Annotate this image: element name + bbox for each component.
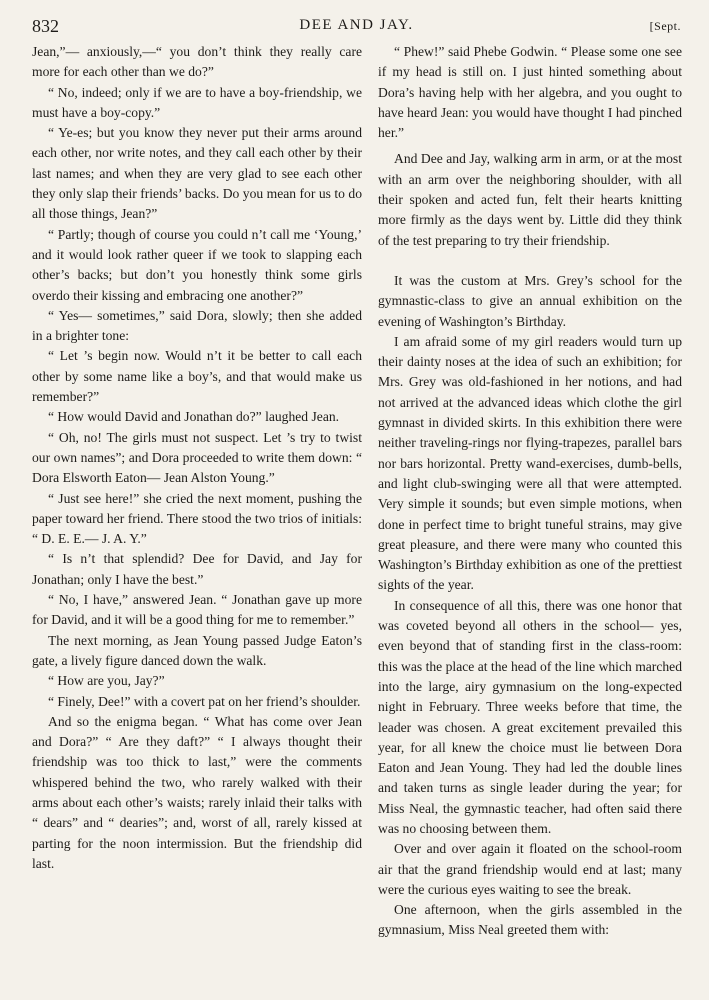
paragraph: “ How are you, Jay?” [48, 673, 165, 689]
paragraph: And Dee and Jay, walking arm in arm, or at the most with an arm over the neighboring shoulder, with all their spoken and acted fun, felt their hearts knitting more firmly as the days went by. Little did they think of the test preparing to try their friendship. [378, 151, 682, 248]
paragraph: One afternoon, when the girls assembled in the gymnasium, Miss Neal greeted them with: [378, 902, 682, 938]
paragraph: “ Finely, Dee!” with a covert pat on her friend’s shoulder. [48, 693, 361, 709]
paragraph: “ Oh, no! The girls must not suspect. Let ’s try to twist our own names”; and Dora proceeded to write them down: “ Dora Elsworth Eaton— Jean Alston Young.” [32, 429, 362, 486]
paragraph: Over and over again it floated on the school-room air that the grand friendship would end at last; many were the curious eyes waiting to see the break. [378, 841, 682, 897]
paragraph: It was the custom at Mrs. Grey’s school for the gymnastic-class to give an annual exhibition on the evening of Washington’s Birthday. [378, 272, 682, 329]
paragraph: In consequence of all this, there was one honor that was coveted beyond all others in the school— yes, even beyond that of standing first in the class-room: this was the place at the head of the line which marched into the large, airy gymnasium on the long-expected night in February. Three weeks before that time, the leader was chosen. A great excitement prevailed this year, for all knew the choice must lie between Dora Eaton and Jean Young. They had led the double lines and taken turns as single leader during the year; for Miss Neal, the gymnastic teacher, had often said there was no choosing between them. [378, 597, 682, 836]
issue-month: [Sept. [649, 19, 681, 33]
paragraph: The next morning, as Jean Young passed Judge Eaton’s gate, a lively figure danced down the walk. [32, 632, 362, 668]
paragraph: “ Let ’s begin now. Would n’t it be better to call each other by some name like a boy’s, and that would make us remember?” [32, 348, 362, 405]
paragraph: I am afraid some of my girl readers would turn up their dainty noses at the idea of such an exhibition; for Mrs. Grey was old-fashioned in her notions, and had not arrived at the advanced ideas which clothe the girl gymnast in divided skirts. In this exhibition there were neither traveling-rings nor flying-trapezes, parallel bars nor bars horizontal. Pretty wand-exercises, dumb-bells, and light club-swinging were all that were attempted. Very simple it sounds; but even simple motions, when done in perfect time to bright tuneful strains, may give great pleasure, and there were many who counted this Washington’s Birthday exhibition as one of the prettiest sights of the year. [378, 333, 682, 593]
paragraph: “ Ye-es; but you know they never put their arms around each other, nor write notes, and they call each other by their last names; and when they are very glad to see each other they only slap their friends’ backs. Do you mean for us to do all those things, Jean?” [32, 125, 362, 222]
paragraph: “ Just see here!” she cried the next moment, pushing the paper toward her friend. There stood the two trios of initials: “ D. E. E.— J. A. Y.” [32, 490, 362, 547]
paragraph: And so the enigma began. “ What has come over Jean and Dora?” “ Are they daft?” “ I always thought their friendship was too thick to last,” were the comments whispered behind the two, who rarely walked with their arms about each other’s waists; rarely inlaid their talks with “ dears” and “ dearies”; and, worst of all, rarely kissed at parting for the noon intermission. But the friendship did last. [32, 713, 362, 871]
paragraph: “ Yes— sometimes,” said Dora, slowly; then she added in a brighter tone: [32, 307, 362, 344]
running-title: DEE AND JAY. [299, 17, 414, 33]
paragraph: “ Phew!” said Phebe Godwin. “ Please some one see if my head is still on. I just hinted something about Dora’s having help with her algebra, and you ought to have heard Jean: you would have thought I had pinched her.” [378, 44, 682, 141]
paragraph: “ Partly; though of course you could n’t call me ‘Young,’ and it would look rather queer if we took to slapping each other’s backs; but don’t you honestly think some girls overdo their kissing and embracing one another?” [32, 226, 362, 303]
paragraph: “ How would David and Jonathan do?” laughed Jean. [48, 409, 340, 425]
paragraph: “ No, indeed; only if we are to have a boy-friendship, we must have a boy-copy.” [32, 84, 362, 120]
left-column [32, 42, 362, 874]
paragraph: “ No, I have,” answered Jean. “ Jonathan gave up more for David, and it will be a good thing for me to remember.” [32, 592, 362, 628]
paragraph: “ Is n’t that splendid? Dee for David, and Jay for Jonathan; only I have the best.” [32, 551, 362, 587]
right-column [378, 42, 682, 941]
page-number: 832 [32, 16, 59, 36]
page-header [32, 16, 681, 40]
paragraph: Jean,”— anxiously,—“ you don’t think they really care more for each other than we do?” [32, 44, 362, 80]
